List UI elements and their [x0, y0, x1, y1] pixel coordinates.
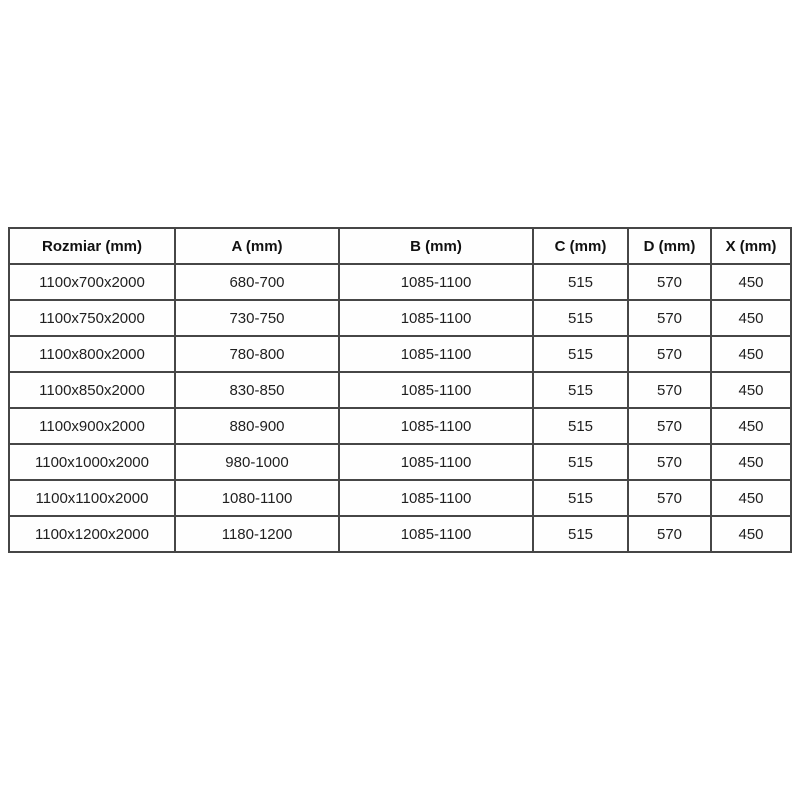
cell-a: 1080-1100 — [175, 480, 339, 516]
table-row — [9, 300, 791, 336]
column-header-x: X (mm) — [711, 228, 791, 264]
cell-b: 1085-1100 — [339, 444, 533, 480]
cell-rozmiar: 1100x700x2000 — [9, 264, 175, 300]
cell-d: 570 — [628, 300, 711, 336]
column-header-c: C (mm) — [533, 228, 628, 264]
cell-x: 450 — [711, 300, 791, 336]
column-header-d: D (mm) — [628, 228, 711, 264]
cell-b: 1085-1100 — [339, 336, 533, 372]
column-header-rozmiar: Rozmiar (mm) — [9, 228, 175, 264]
cell-a: 880-900 — [175, 408, 339, 444]
cell-x: 450 — [711, 264, 791, 300]
cell-rozmiar: 1100x800x2000 — [9, 336, 175, 372]
cell-b: 1085-1100 — [339, 372, 533, 408]
cell-b: 1085-1100 — [339, 480, 533, 516]
cell-x: 450 — [711, 336, 791, 372]
cell-a: 830-850 — [175, 372, 339, 408]
cell-d: 570 — [628, 264, 711, 300]
cell-rozmiar: 1100x850x2000 — [9, 372, 175, 408]
cell-a: 680-700 — [175, 264, 339, 300]
table-row — [9, 372, 791, 408]
table-row — [9, 444, 791, 480]
cell-c: 515 — [533, 336, 628, 372]
cell-x: 450 — [711, 480, 791, 516]
table-row — [9, 264, 791, 300]
cell-d: 570 — [628, 480, 711, 516]
cell-c: 515 — [533, 300, 628, 336]
cell-b: 1085-1100 — [339, 408, 533, 444]
table-row — [9, 408, 791, 444]
cell-rozmiar: 1100x1000x2000 — [9, 444, 175, 480]
cell-c: 515 — [533, 264, 628, 300]
cell-x: 450 — [711, 516, 791, 552]
cell-b: 1085-1100 — [339, 516, 533, 552]
cell-c: 515 — [533, 408, 628, 444]
cell-c: 515 — [533, 372, 628, 408]
cell-rozmiar: 1100x750x2000 — [9, 300, 175, 336]
table-row — [9, 516, 791, 552]
dimensions-spec-table — [8, 227, 792, 553]
cell-c: 515 — [533, 444, 628, 480]
cell-d: 570 — [628, 408, 711, 444]
cell-a: 1180-1200 — [175, 516, 339, 552]
cell-x: 450 — [711, 444, 791, 480]
cell-c: 515 — [533, 516, 628, 552]
table-body — [9, 264, 791, 552]
table-row — [9, 480, 791, 516]
cell-x: 450 — [711, 372, 791, 408]
cell-a: 730-750 — [175, 300, 339, 336]
table-row — [9, 336, 791, 372]
cell-d: 570 — [628, 444, 711, 480]
header-row — [9, 228, 791, 264]
cell-d: 570 — [628, 516, 711, 552]
cell-a: 780-800 — [175, 336, 339, 372]
table-header — [9, 228, 791, 264]
cell-b: 1085-1100 — [339, 264, 533, 300]
cell-b: 1085-1100 — [339, 300, 533, 336]
cell-d: 570 — [628, 372, 711, 408]
cell-d: 570 — [628, 336, 711, 372]
cell-rozmiar: 1100x1200x2000 — [9, 516, 175, 552]
cell-rozmiar: 1100x1100x2000 — [9, 480, 175, 516]
cell-a: 980-1000 — [175, 444, 339, 480]
cell-rozmiar: 1100x900x2000 — [9, 408, 175, 444]
cell-c: 515 — [533, 480, 628, 516]
cell-x: 450 — [711, 408, 791, 444]
column-header-a: A (mm) — [175, 228, 339, 264]
column-header-b: B (mm) — [339, 228, 533, 264]
